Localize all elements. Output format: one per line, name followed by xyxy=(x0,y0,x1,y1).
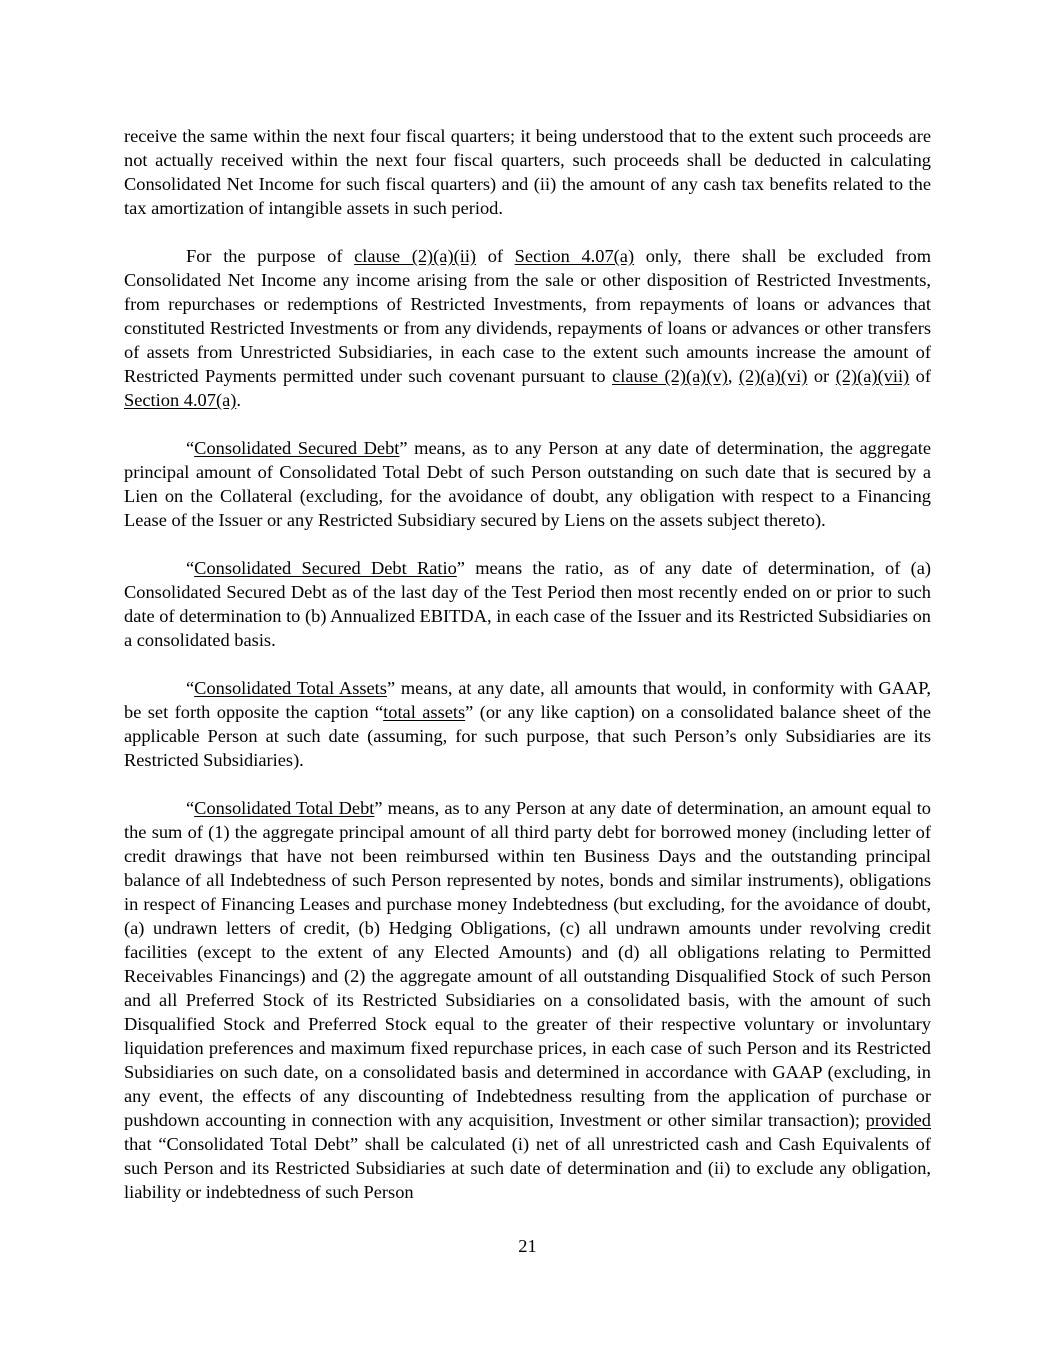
text-segment: of xyxy=(476,246,515,266)
underlined-reference: Section 4.07(a) xyxy=(124,390,237,410)
underlined-reference: total assets xyxy=(383,702,466,722)
text-segment: , xyxy=(727,366,739,386)
definition-consolidated-secured-debt xyxy=(124,436,931,532)
underlined-reference: clause (2)(a)(v) xyxy=(612,366,728,386)
definition-consolidated-total-assets xyxy=(124,676,931,772)
paragraph-continuation xyxy=(124,124,931,220)
text-segment: that “Consolidated Total Debt” shall be calculated (i) net of all unrestricted cash and Cash Equivalents of such Person and its Restricted Subsidiaries at such date of determination and (ii) to exclude any obligation, liability or indebtedness of such Person xyxy=(124,1134,931,1202)
underlined-reference: (2)(a)(vii) xyxy=(835,366,910,386)
text-segment: ” means the ratio, as of any date of determination, of (a) Consolidated Secured Debt as of the last day of the Test Period then most recently ended on or prior to such date of determination to (b) Annualized EBITDA, in each case of the Issuer and its Restricted Subsidiaries on a consolidated basis. xyxy=(124,558,932,650)
underlined-reference: Consolidated Secured Debt Ratio xyxy=(194,558,457,578)
page-number: 21 xyxy=(518,1236,537,1256)
text-segment: For the purpose of xyxy=(186,246,355,266)
underlined-reference: provided xyxy=(865,1110,931,1130)
underlined-reference: (2)(a)(vi) xyxy=(738,366,808,386)
text-segment: “ xyxy=(186,438,195,458)
definition-consolidated-secured-debt-ratio xyxy=(124,556,931,652)
paragraph-net-income-exclusion xyxy=(124,244,931,412)
text-segment: or xyxy=(807,366,836,386)
text-segment: of xyxy=(909,366,931,386)
underlined-reference: Consolidated Secured Debt xyxy=(194,438,400,458)
text-segment: ” means, at any date, all amounts that would, in conformity with GAAP, be set forth opposite the caption “ xyxy=(124,678,932,722)
text-segment: only, there shall be excluded from Consolidated Net Income any income arising from the sale or other disposition of Restricted Investments, from repurchases or redemptions of Restricted Investments, from repayments of loans or advances that constituted Restricted Investments or from any dividends, repayments of loans or advances or other transfers of assets from Unrestricted Subsidiaries, in each case to the extent such amounts increase the amount of Restricted Payments permitted under such covenant pursuant to xyxy=(124,246,932,386)
underlined-reference: Consolidated Total Debt xyxy=(194,798,375,818)
text-segment: ” (or any like caption) on a consolidated balance sheet of the applicable Person at such date (assuming, for such purpose, that such Person’s only Subsidiaries are its Restricted Subsidiaries). xyxy=(124,702,931,770)
text-segment: “ xyxy=(186,678,195,698)
text-segment: “ xyxy=(186,558,195,578)
underlined-reference: clause (2)(a)(ii) xyxy=(354,246,477,266)
text-segment: ” means, as to any Person at any date of determination, the aggregate principal amount of Consolidated Total Debt of such Person outstanding on such date that is secured by a Lien on the Collateral (excluding, for the avoidance of doubt, any obligation with respect to a Financing Lease of the Issuer or any Restricted Subsidiary secured by Liens on the assets subject thereto). xyxy=(124,438,931,530)
document-page xyxy=(124,124,931,1228)
underlined-reference: Consolidated Total Assets xyxy=(194,678,387,698)
text-segment: “ xyxy=(186,798,195,818)
text-segment: ” means, as to any Person at any date of determination, an amount equal to the sum of (1) the aggregate principal amount of all third party debt for borrowed money (including letter of credit drawings that have not been reimbursed within ten Business Days and the outstanding principal balance of all Indebtedness of such Person represented by notes, bonds and similar instruments), obligations in respect of Financing Leases and purchase money Indebtedness (but excluding, for the avoidance of doubt, (a) undrawn letters of credit, (b) Hedging Obligations, (c) all undrawn amounts under revolving credit facilities (except to the extent of any Elected Amounts) and (d) all obligations relating to Permitted Receivables Financings) and (2) the aggregate amount of all outstanding Disqualified Stock of such Person and all Preferred Stock of its Restricted Subsidiaries on a consolidated basis, with the amount of such Disqualified Stock and Preferred Stock equal to the greater of their respective voluntary or involuntary liquidation preferences and maximum fixed repurchase prices, in each case of such Person and its Restricted Subsidiaries on such date, on a consolidated basis and determined in accordance with GAAP (excluding, in any event, the effects of any discounting of Indebtedness resulting from the application of purchase or pushdown accounting in connection with any acquisition, Investment or other similar transaction); xyxy=(124,798,931,1130)
underlined-reference: Section 4.07(a) xyxy=(514,246,635,266)
text-segment: . xyxy=(236,390,241,410)
text-segment: receive the same within the next four fiscal quarters; it being understood that to the extent such proceeds are not actually received within the next four fiscal quarters, such proceeds shall be deducted in calculating Consolidated Net Income for such fiscal quarters) and (ii) the amount of any cash tax benefits related to the tax amortization of intangible assets in such period. xyxy=(124,126,931,218)
definition-consolidated-total-debt xyxy=(124,796,931,1204)
